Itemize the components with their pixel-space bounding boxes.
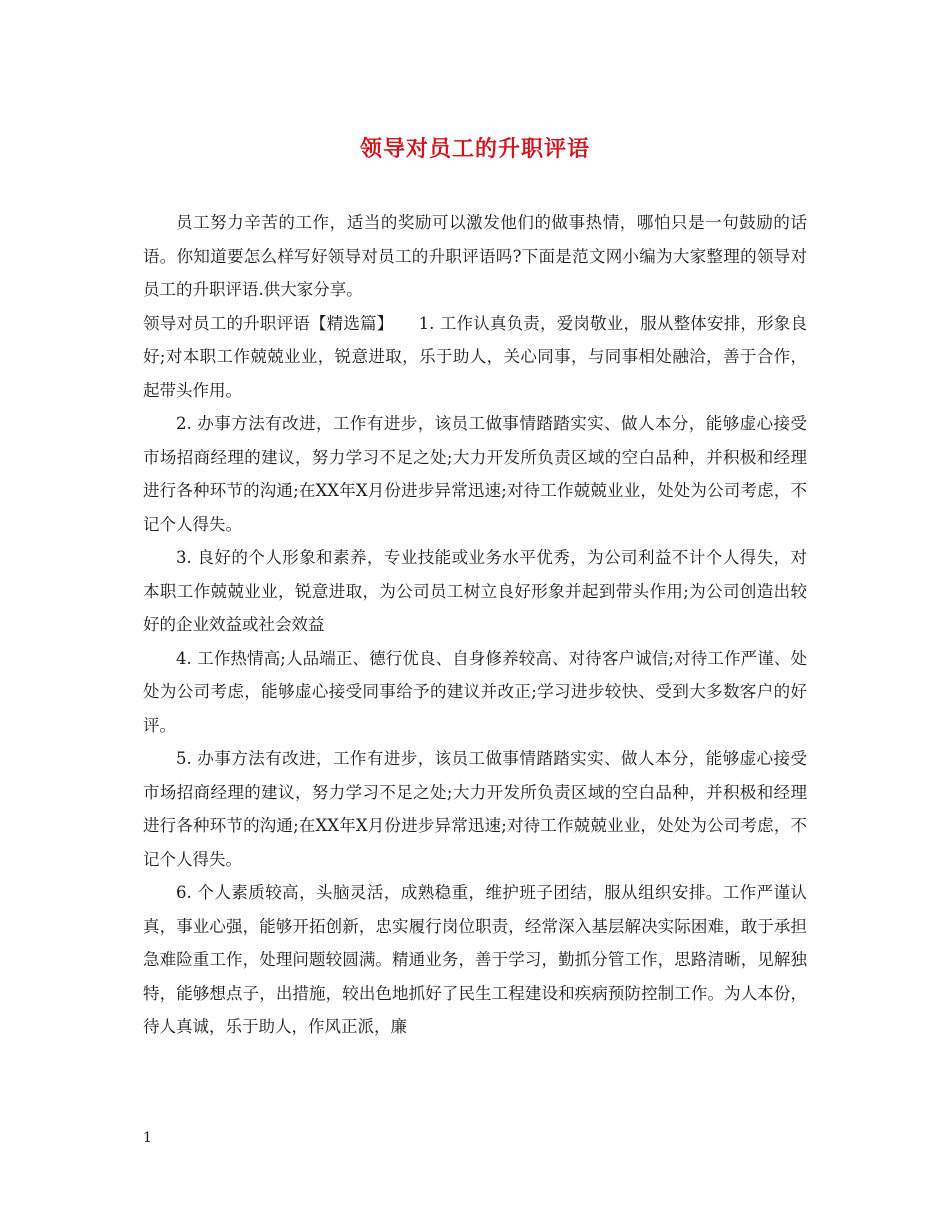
document-body xyxy=(143,206,807,1044)
paragraph-intro: 员工努力辛苦的工作，适当的奖励可以激发他们的做事热情，哪怕只是一句鼓励的话语。你知道要怎么样写好领导对员工的升职评语吗?下面是范文网小编为大家整理的领导对员工的升职评语.供大家分享。 xyxy=(143,213,807,299)
paragraph-item-1: 领导对员工的升职评语【精选篇】 1. 工作认真负责，爱岗敬业，服从整体安排，形象良好;对本职工作兢兢业业，锐意进取，乐于助人，关心同事，与同事相处融洽，善于合作，起带头作用。 xyxy=(143,313,807,400)
page-number: 1 xyxy=(143,1130,152,1146)
document-title: 领导对员工的升职评语 xyxy=(359,136,590,162)
paragraph-item-6: 6. 个人素质较高，头脑灵活，成熟稳重，维护班子团结，服从组织安排。工作严谨认真，事业心强，能够开拓创新，忠实履行岗位职责，经常深入基层解决实际困难，敢于承担急难险重工作，处理问题较圆满。精通业务，善于学习，勤抓分管工作，思路清晰，见解独特，能够想点子，出措施，较出色地抓好了民生工程建设和疾病预防控制工作。为人本份，待人真诚，乐于助人，作风正派，廉 xyxy=(143,883,807,1036)
paragraph-item-2: 2. 办事方法有改进，工作有进步，该员工做事情踏踏实实、做人本分，能够虚心接受市场招商经理的建议，努力学习不足之处;大力开发所负责区域的空白品种，并积极和经理进行各种环节的沟通;在XX年X月份进步异常迅速;对待工作兢兢业业，处处为公司考虑，不记个人得失。 xyxy=(143,414,807,534)
paragraph-item-4: 4. 工作热情高;人品端正、德行优良、自身修养较高、对待客户诚信;对待工作严谨、处处为公司考虑，能够虚心接受同事给予的建议并改正;学习进步较快、受到大多数客户的好评。 xyxy=(143,648,807,735)
paragraph-item-5: 5. 办事方法有改进，工作有进步，该员工做事情踏踏实实、做人本分，能够虚心接受市场招商经理的建议，努力学习不足之处;大力开发所负责区域的空白品种，并积极和经理进行各种环节的沟通;在XX年X月份进步异常迅速;对待工作兢兢业业，处处为公司考虑，不记个人得失。 xyxy=(143,749,807,869)
paragraph-item-3: 3. 良好的个人形象和素养，专业技能或业务水平优秀，为公司利益不计个人得失，对本职工作兢兢业业，锐意进取，为公司员工树立良好形象并起到带头作用;为公司创造出较好的企业效益或社会效益 xyxy=(143,548,807,634)
